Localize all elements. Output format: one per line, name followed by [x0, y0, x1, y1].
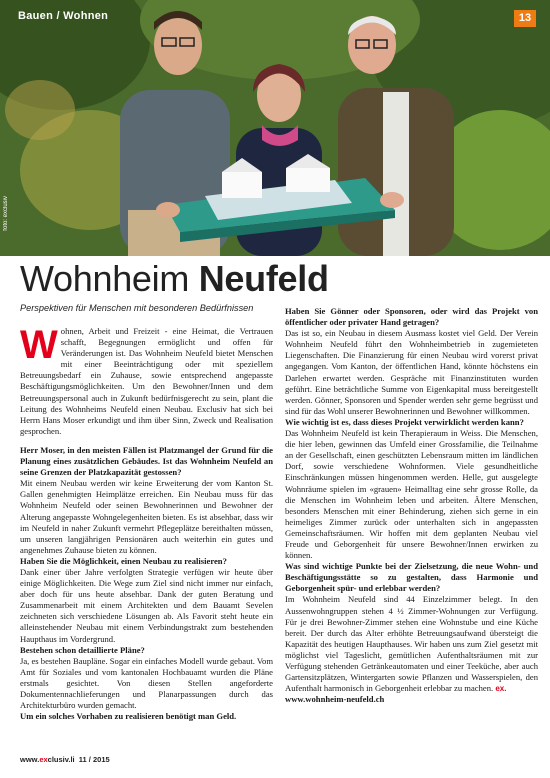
question: Bestehen schon detaillierte Pläne?: [20, 644, 145, 655]
answer-text: Im Wohnheim Neufeld sind 44 Einzelzimmer belegt. In den Aussenwohngruppen stehen 4 ½ Zimmer-Wohnungen zur Verfügung. Für je drei Bewohner-Zimmer stehen eine Wohnstube und eine Küche bereit. Der durch das Alter erhöhte Betreuungsaufwand übersteigt die Kapazität des heutigen Haupthauses. Wir haben uns zum Ziel gesetzt mit möglichst viel Tageslicht, gemütlichen Aufenthaltsräumen mit zur Verfügung stehenden Getränkeautomaten und einer Teeküche, aber auch Gartensitzplätzen, Wintergarten sowie Pflanzen und Wasserspielen, den Aufenthalt harmonisch in Geborgenheit erlebbar zu machen.: [285, 594, 538, 694]
answer: Das Wohnheim Neufeld ist kein Therapieraum in Weiss. Die Menschen, die hier leben, gewinnen das Umfeld einer Grossfamilie, die Teilnahme an der Gesellschaft, einen geschützten Lebensraum mitten im ländlichen Dorf, sowie verschiedene Wohnformen. Viele gesundheitliche Einschränkungen müssen hingenommen werden. Helle, gut ausgelegte Wohnräume spielen im «grauen» Heimalltag eine sehr grosse Rolle, da die Menschen im Wohnheim leben und arbeiten. Ältere Menschen, besonders Menschen mit einer Behinderung, ziehen sich gerne in ein heimeliges Zimmer zurück oder unterhalten sich in angepassten Gemeinschaftsräumen. Wir hoffen mit dem geplanten Neubau viel Freude und Geborgenheit für unsere Bewohner/Innen erwirken zu können.: [285, 428, 538, 561]
answer: [285, 594, 538, 694]
section-label: Bauen / Wohnen: [18, 10, 109, 22]
question: Haben Sie Gönner oder Sponsoren, oder wird das Projekt von öffentlicher oder privater Hand getragen?: [285, 306, 538, 328]
photo-credit: foto: exclusiv: [3, 196, 9, 231]
footer-issue: 11 / 2015: [74, 755, 110, 764]
answer: Mit einem Neubau werden wir keine Erweiterung der vom Kanton St. Gallen genehmigten Heimplätze erreichen. Ein Neubau muss für das Wohnheim Neufeld oder seinen Bewohnerinnen und Bewohner der Alterung angepasste Wohngelegenheiten bieten. Es ist absehbar, dass wir im Neufeld in naher Zukunft vermehrt Pflegeplätze bereithalten müssen, um unseren langjährigen Pensionären auch weiterhin ein gutes und angenehmes Zuhause bieten zu können.: [20, 478, 273, 555]
answer: Dank einer über Jahre verfolgten Strategie verfügen wir heute über einige Möglichkeiten. Die Wege zum Ziel sind nicht immer nur einfach, aber doch für uns heute absehbar. Dank der guten Beratung und Zusammenarbeit mit einem Architekten und dem Bauamt Sevelen zeichneten sich verschiedene Lösungen ab. Als Favorit steht heute ein alleinstehender Neubau mit einem Verbindungstrakt zum bestehenden Haupthaus im Vordergrund.: [20, 566, 273, 644]
question: Was sind wichtige Punkte bei der Zielsetzung, die neue Wohn- und Beschäftigungsstätte so zu gestalten, dass Harmonie und Geborgenheit spür- und erlebbar werden?: [285, 561, 538, 594]
question: Wie wichtig ist es, dass dieses Projekt verwirklicht werden kann?: [285, 416, 524, 427]
answer: Das ist so, ein Neubau in diesem Ausmass kostet viel Geld. Der Verein Wohnheim Neufeld führt den Wohnheimbetrieb in zugemieteten Liegenschaften. Die Finanzierung für einen Neubau wird vorerst privat angegangen. Vom Kanton, der öffentlichen Hand, könnte höchstens ein Darlehen erwartet werden. Gespräche mit Finanzinstituten wurden geführt. Eine beträchtliche Summe von Eigenkapital muss bereitgestellt werden. Gönner, Sponsoren und Spender werden sehr gerne begrüsst und sind für das Wohl unserer Bewohnerinnen und Bewohner willkommen.: [285, 328, 538, 416]
title-bold: Neufeld: [198, 258, 329, 299]
website-link[interactable]: www.wohnheim-neufeld.ch: [285, 694, 385, 705]
footer-brand-ex: ex: [39, 755, 48, 764]
title-light: Wohnheim: [20, 258, 199, 299]
author-signature: ex.: [495, 684, 507, 694]
drop-cap: W: [20, 323, 58, 367]
footer-prefix: www.: [20, 755, 40, 764]
article-subtitle: Perspektiven für Menschen mit besonderen Bedürfnissen: [20, 303, 254, 313]
footer-brand-rest: clusiv.li: [47, 755, 75, 764]
page-number-badge: 13: [514, 10, 536, 27]
right-column: [285, 306, 538, 705]
answer: Ja, es bestehen Baupläne. Sogar ein einfaches Modell wurde gebaut. Vom Amt für Soziales und vom kantonalen Hochbauamt wurden die Pläne erstmals gesichtet. Von diesen Stellen angeforderte Dokumentennachlieferungen und Planarpassungen durch das Architekturbüro wurden gemacht.: [20, 655, 273, 711]
question: Herr Moser, in den meisten Fällen ist Platzmangel der Grund für die Planung eines zusätzlichen Gebäudes. Ist das Wohnheim Neufeld an seine Grenzen der Platzkapazität gestossen?: [20, 444, 273, 478]
page-footer: [20, 755, 110, 764]
group-photo-illustration: [0, 0, 550, 256]
left-column: [20, 323, 273, 722]
question: Um ein solches Vorhaben zu realisieren benötigt man Geld.: [20, 711, 237, 722]
intro-text: ohnen, Arbeit und Freizeit - eine Heimat, die Vertrauen schafft, Begegnungen ermöglicht und offen für Veränderungen ist. Das Wohnheim Neufeld bietet Menschen mit einer Beeinträchtigung oder mit speziellem Betreuungsbedarf ein Zuhause, sowie entsprechend angepasste Beschäftigungsmöglichkeiten. Um den Bewohner/Innen und dem Betreuungspersonal auch in Zukunft bedürfnisgerecht zu sein, plant die Leitung des Wohnheims Neufeld einen Neubau. Exclusiv hat sich bei Herrn Hans Moser erkundigt und ihm über Sinn, Zweck und Realisation gesprochen.: [20, 326, 273, 436]
cover-photo: [0, 0, 550, 256]
article-title: [20, 258, 329, 300]
intro-paragraph: [20, 323, 273, 437]
question: Haben Sie die Möglichkeit, einen Neubau zu realisieren?: [20, 555, 227, 566]
